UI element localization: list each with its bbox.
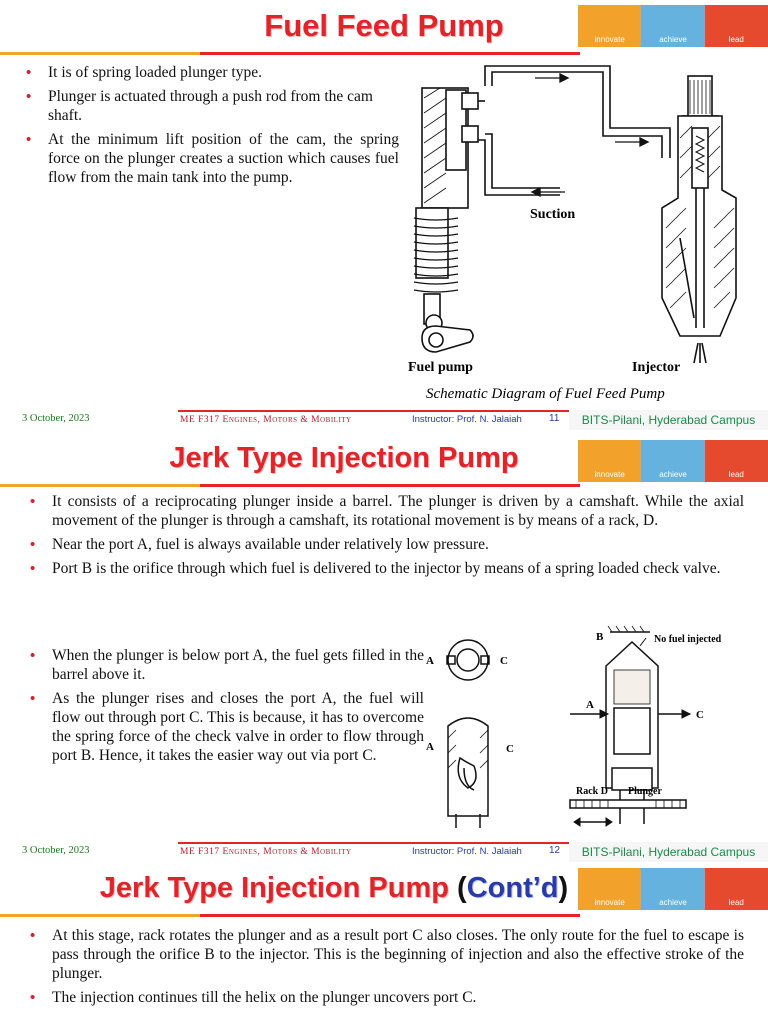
footer-campus: BITS-Pilani, Hyderabad Campus [569, 842, 768, 862]
slide-footer [0, 410, 768, 432]
title-rule-orange [0, 484, 200, 487]
footer-date: 3 October, 2023 [22, 413, 90, 424]
bullet-item: • When the plunger is below port A, the fuel gets filled in the barrel above it. [28, 646, 424, 684]
brand-achieve: achieve [641, 868, 704, 910]
label-injector: Injector [632, 360, 681, 375]
slide-footer [0, 842, 768, 864]
label-plunger: Plunger [628, 786, 662, 797]
slide-title: Jerk Type Injection Pump [169, 442, 519, 474]
slide-fuel-feed-pump [0, 0, 768, 432]
bullet-item: • As the plunger rises and closes the port A, the fuel will flow out through port C. This is because, it has to overcome the spring force of the check valve in order to flow through port B. Hence, it takes the easier way out via port C. [28, 689, 424, 765]
bullet-list-narrow [28, 646, 424, 770]
diagram-caption: Schematic Diagram of Fuel Feed Pump [426, 386, 665, 402]
footer-course: ME F317 Engines, Motors & Mobility [180, 415, 352, 425]
bullet-item: • Near the port A, fuel is always available under relatively low pressure. [28, 535, 744, 554]
footer-course: ME F317 Engines, Motors & Mobility [180, 847, 352, 857]
label-no-fuel: No fuel injected [654, 634, 722, 645]
footer-instructor: Instructor: Prof. N. Jalaiah [412, 846, 522, 857]
title-main: Jerk Type Injection Pump [99, 872, 449, 904]
label-a: A [426, 655, 434, 667]
bullet-item: • Plunger is actuated through a push rod from the cam shaft. [24, 87, 399, 125]
brand-banner [578, 5, 768, 47]
slide-jerk-pump-contd [0, 868, 768, 1024]
brand-achieve: achieve [641, 440, 704, 482]
slide-jerk-pump [0, 440, 768, 864]
fuel-feed-pump-diagram [400, 58, 768, 406]
page-number: 12 [549, 845, 561, 856]
label-fuel-pump: Fuel pump [408, 360, 473, 375]
footer-rule [178, 842, 573, 844]
title-rule-orange [0, 52, 200, 55]
brand-innovate: innovate [578, 440, 641, 482]
title-paren-close: ) [558, 872, 569, 904]
label-rack: Rack D [576, 786, 608, 797]
label-c: C [500, 655, 508, 667]
bullet-item: • The injection continues till the helix on the plunger uncovers port C. [28, 988, 744, 1007]
bullet-list [24, 63, 399, 192]
title-rule-orange [0, 914, 200, 917]
title-rule-red [200, 484, 580, 487]
bullet-list [28, 926, 744, 1012]
label-b: B [596, 631, 604, 643]
footer-rule [178, 410, 573, 412]
slide-title: Fuel Feed Pump [264, 8, 504, 43]
label-suction: Suction [530, 207, 576, 222]
title-rule-red [200, 52, 580, 55]
bullet-item: • At this stage, rack rotates the plunger and as a result port C also closes. The only route for the fuel to escape is pass through the orifice B to the injector. This is the beginning of injection and also the effective stroke of the plunger. [28, 926, 744, 983]
bullet-item: • It consists of a reciprocating plunger inside a barrel. The plunger is driven by a camshaft. While the axial movement of the plunger is through a camshaft, its rotational movement is by means of a rack, D. [28, 492, 744, 530]
brand-banner [578, 868, 768, 910]
title-paren-open: ( [457, 872, 467, 904]
brand-achieve: achieve [641, 5, 704, 47]
footer-instructor: Instructor: Prof. N. Jalaiah [412, 414, 522, 425]
title-rule-red [200, 914, 580, 917]
brand-lead: lead [705, 440, 768, 482]
bullet-item: • Port B is the orifice through which fuel is delivered to the injector by means of a spring loaded check valve. [28, 559, 744, 578]
brand-lead: lead [705, 5, 768, 47]
brand-innovate: innovate [578, 868, 641, 910]
brand-innovate: innovate [578, 5, 641, 47]
label-c: C [506, 743, 514, 755]
brand-lead: lead [705, 868, 768, 910]
title-contd: Cont’d [466, 872, 559, 904]
label-a: A [426, 741, 434, 753]
page-number: 11 [549, 413, 560, 424]
bullet-item: • It is of spring loaded plunger type. [24, 63, 399, 82]
label-c: C [696, 709, 704, 721]
label-a: A [586, 699, 594, 711]
bullet-item: • At the minimum lift position of the cam, the spring force on the plunger creates a suction which causes fuel flow from the main tank into the pump. [24, 130, 399, 187]
footer-campus: BITS-Pilani, Hyderabad Campus [569, 410, 768, 430]
footer-date: 3 October, 2023 [22, 845, 90, 856]
jerk-pump-diagram [420, 618, 768, 830]
brand-banner [578, 440, 768, 482]
bullet-list-full [28, 492, 744, 583]
